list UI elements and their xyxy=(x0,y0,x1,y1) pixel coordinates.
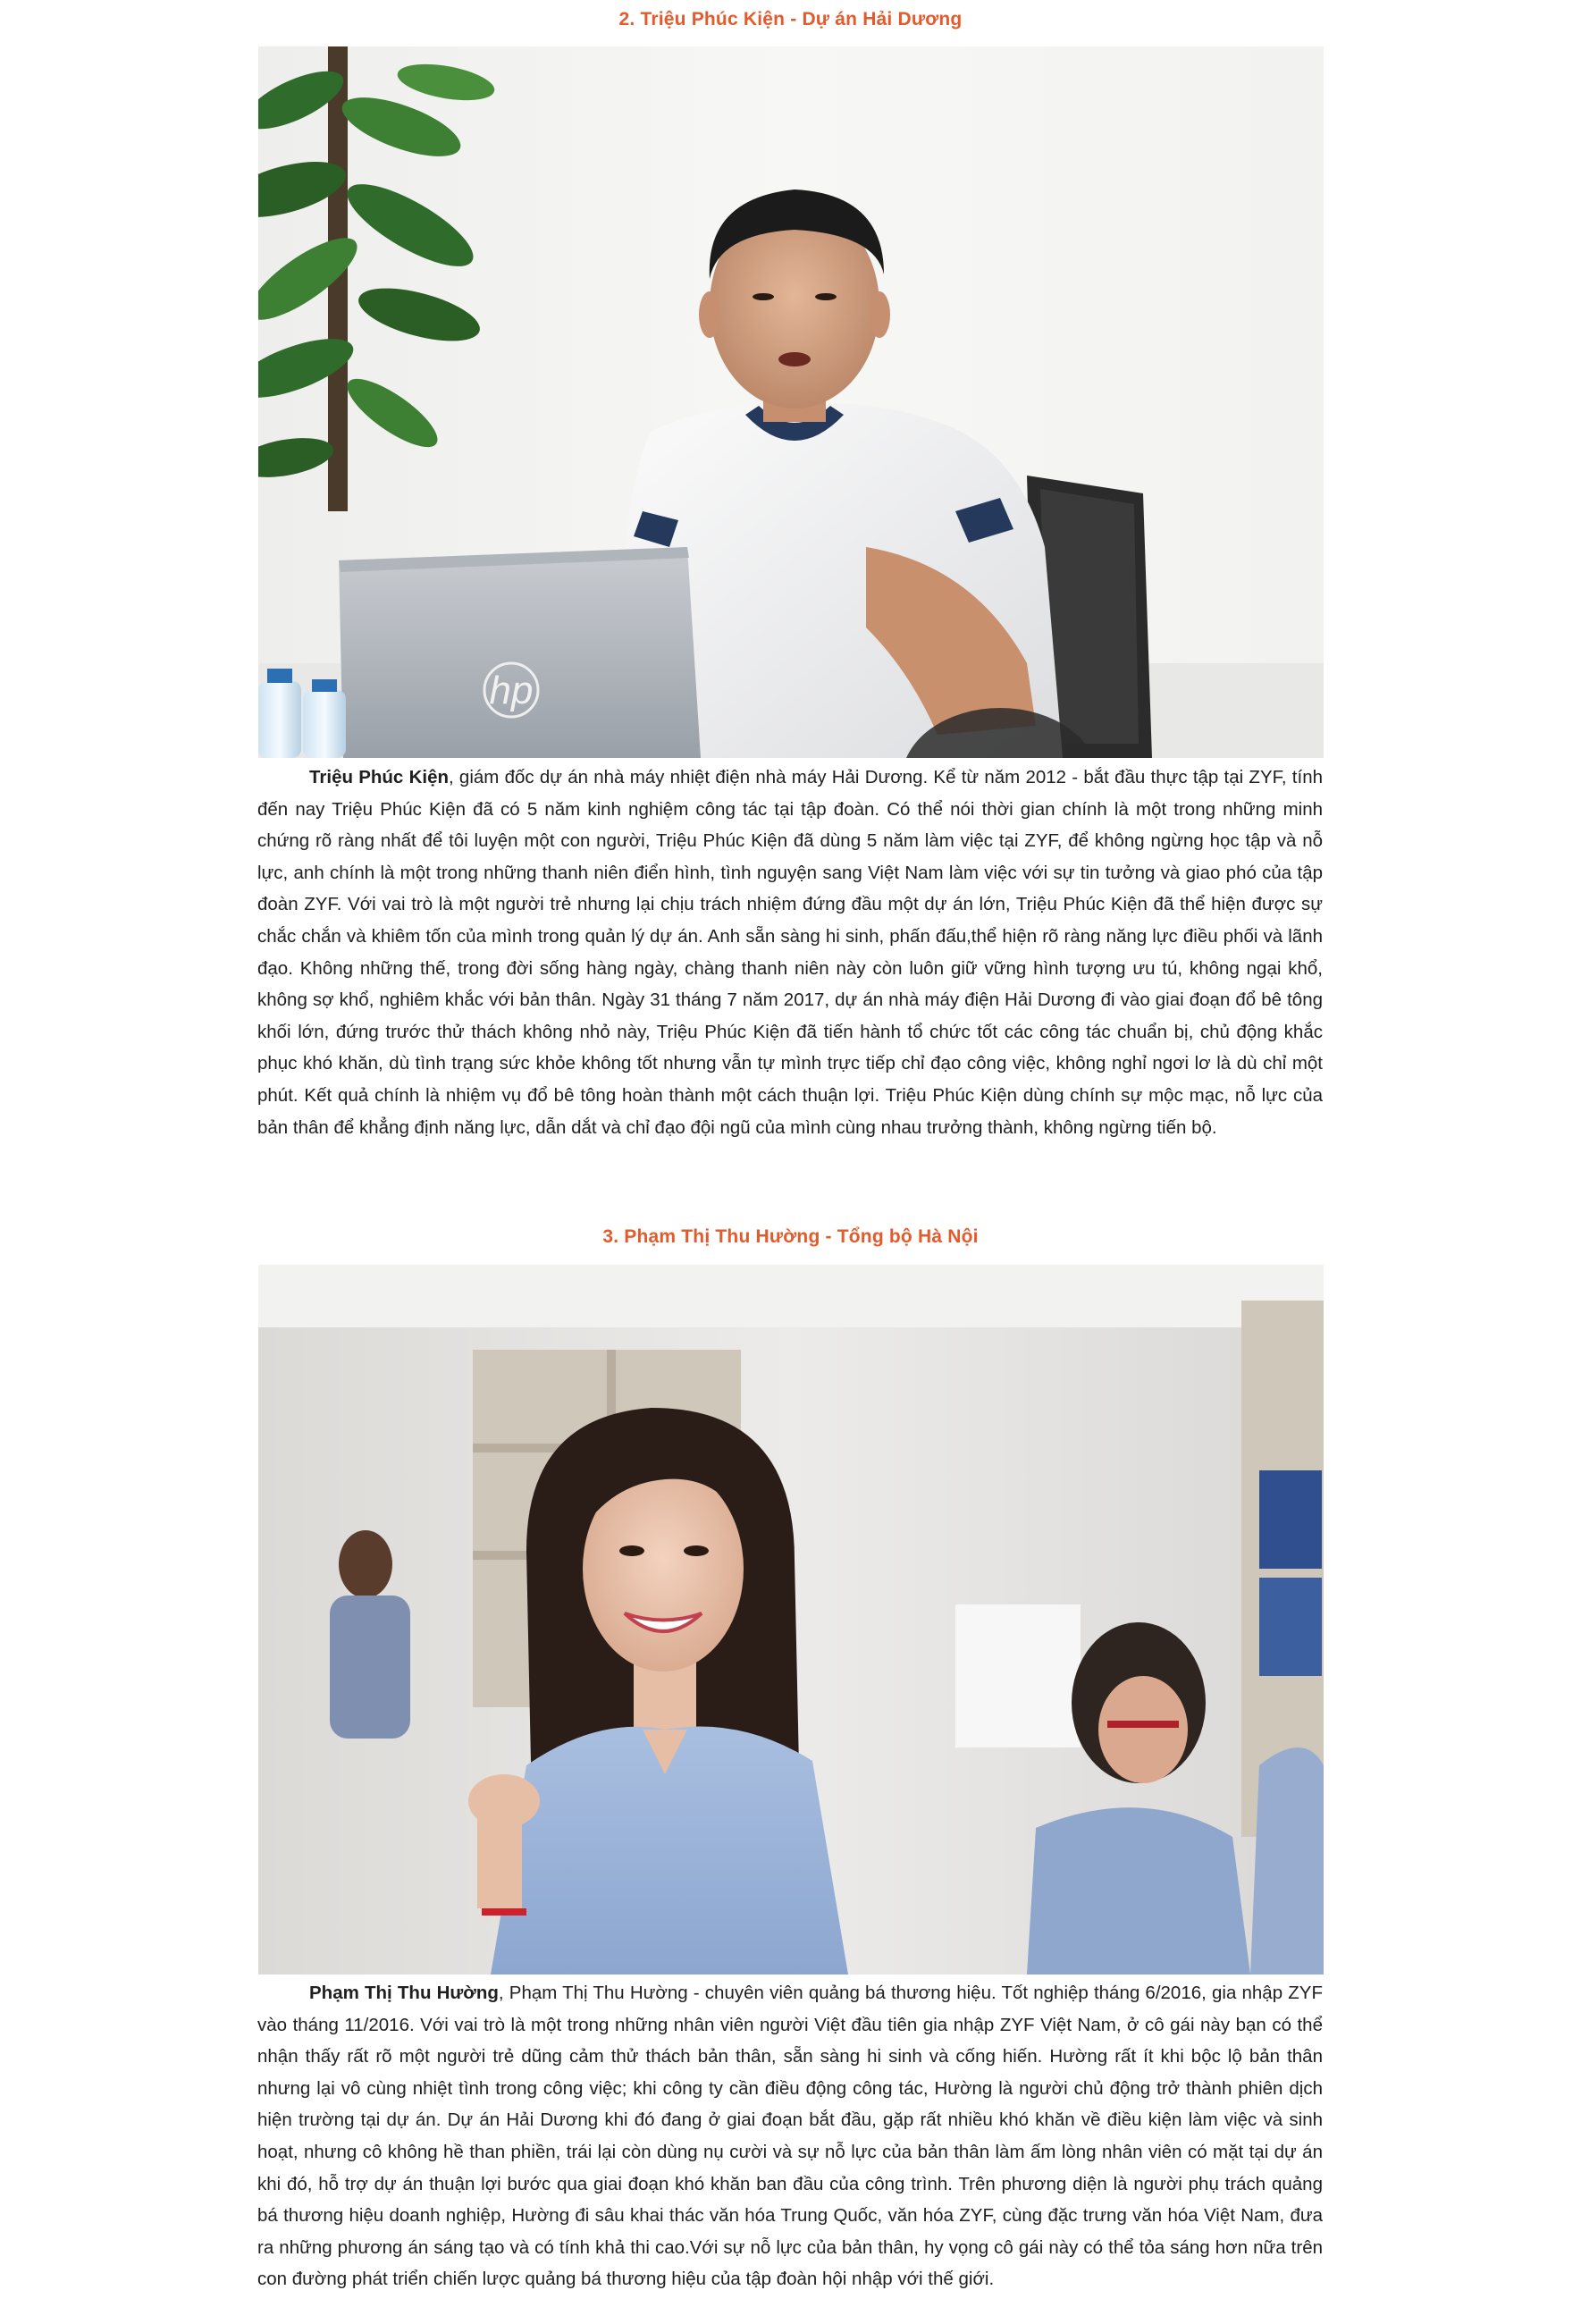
section-heading-trieu-phuc-kien: 2. Triệu Phúc Kiện - Dự án Hải Dương xyxy=(618,9,963,29)
paragraph-body: , giám đốc dự án nhà máy nhiệt điện nhà máy Hải Dương. Kể từ năm 2012 - bắt đầu thực tập tại ZYF, tính đến nay Triệu Phúc Kiện đã có 5 năm kinh nghiệm công tác tại tập đoàn. Có thể nói thời gian chính là một trong những minh chứng rõ ràng nhất để tôi luyện một con người, Triệu Phúc Kiện đã dùng 5 năm làm việc tại ZYF, để không ngừng học tập và nỗ lực, anh chính là một trong những thanh niên điển hình, tình nguyện sang Việt Nam làm việc với sự tin tưởng và giao phó của tập đoàn ZYF. Với vai trò là một người trẻ nhưng lại chịu trách nhiệm đứng đầu một dự án lớn, Triệu Phúc Kiện đã thể hiện được sự chắc chắn và khiêm tốn của mình trong quản lý dự án. Anh sẵn sàng hi sinh, phấn đấu,thể hiện rõ ràng năng lực điều phối và lãnh đạo. Không những thế, trong đời sống hàng ngày, chàng thanh niên này còn luôn giữ vững hình tượng ưu tú, không ngại khổ, không sợ khổ, nghiêm khắc với bản thân. Ngày 31 tháng 7 năm 2017, dự án nhà máy điện Hải Dương đi vào giai đoạn đổ bê tông khối lớn, đứng trước thử thách không nhỏ này, Triệu Phúc Kiện đã tiến hành tổ chức tốt các công tác chuẩn bị, chủ động khắc phục khó khăn, dù tình trạng sức khỏe không tốt nhưng vẫn tự mình trực tiếp chỉ đạo công việc, không nghỉ ngơi lơ là dù chỉ một phút. Kết quả chính là nhiệm vụ đổ bê tông hoàn thành một cách thuận lợi. Triệu Phúc Kiện dùng chính sự mộc mạc, nỗ lực của bản thân để khẳng định năng lực, dẫn dắt và chỉ đạo đội ngũ của mình cùng nhau trưởng thành, không ngừng tiến bộ. xyxy=(257,767,1323,1138)
person-name-trieu-phuc-kien: Triệu Phúc Kiện xyxy=(309,767,449,787)
person-name-pham-thi-thu-huong: Phạm Thị Thu Hường xyxy=(309,1983,499,2003)
paragraph-pham-thi-thu-huong xyxy=(257,1977,1323,2295)
paragraph-trieu-phuc-kien xyxy=(257,762,1323,1143)
photo-trieu-phuc-kien xyxy=(258,46,1324,758)
photo-pham-thi-thu-huong xyxy=(258,1265,1324,1975)
section-heading-pham-thi-thu-huong: 3. Phạm Thị Thu Hường - Tổng bộ Hà Nội xyxy=(602,1226,979,1247)
paragraph-body: , Phạm Thị Thu Hường - chuyên viên quảng bá thương hiệu. Tốt nghiệp tháng 6/2016, gia nhập ZYF vào tháng 11/2016. Với vai trò là một trong những nhân viên người Việt đầu tiên gia nhập ZYF Việt Nam, ở cô gái này bạn có thể nhận thấy rất rõ một người trẻ dũng cảm thử thách bản thân, sẵn sàng hi sinh và cống hiến. Hường rất ít khi bộc lộ bản thân nhưng lại vô cùng nhiệt tình trong công việc; khi công ty cần điều động công tác, Hường là người chủ động trở thành phiên dịch hiện trường tại dự án. Dự án Hải Dương khi đó đang ở giai đoạn bắt đầu, gặp rất nhiều khó khăn về điều kiện làm việc và sinh hoạt, nhưng cô không hề than phiền, trái lại còn dùng nụ cười và sự nỗ lực của bản thân làm ấm lòng nhân viên có mặt tại dự án khi đó, hỗ trợ dự án thuận lợi bước qua giai đoạn khó khăn ban đầu của công trình. Trên phương diện là người phụ trách quảng bá thương hiệu doanh nghiệp, Hường đi sâu khai thác văn hóa Trung Quốc, văn hóa ZYF, cùng đặc trưng văn hóa Việt Nam, đưa ra những phương án sáng tạo và có tính khả thi cao.Với sự nỗ lực của bản thân, hy vọng cô gái này có thể tỏa sáng hơn nữa trên con đường phát triển chiến lược quảng bá thương hiệu của tập đoàn hội nhập với thế giới. xyxy=(257,1983,1323,2290)
hp-logo: hp xyxy=(489,669,534,712)
